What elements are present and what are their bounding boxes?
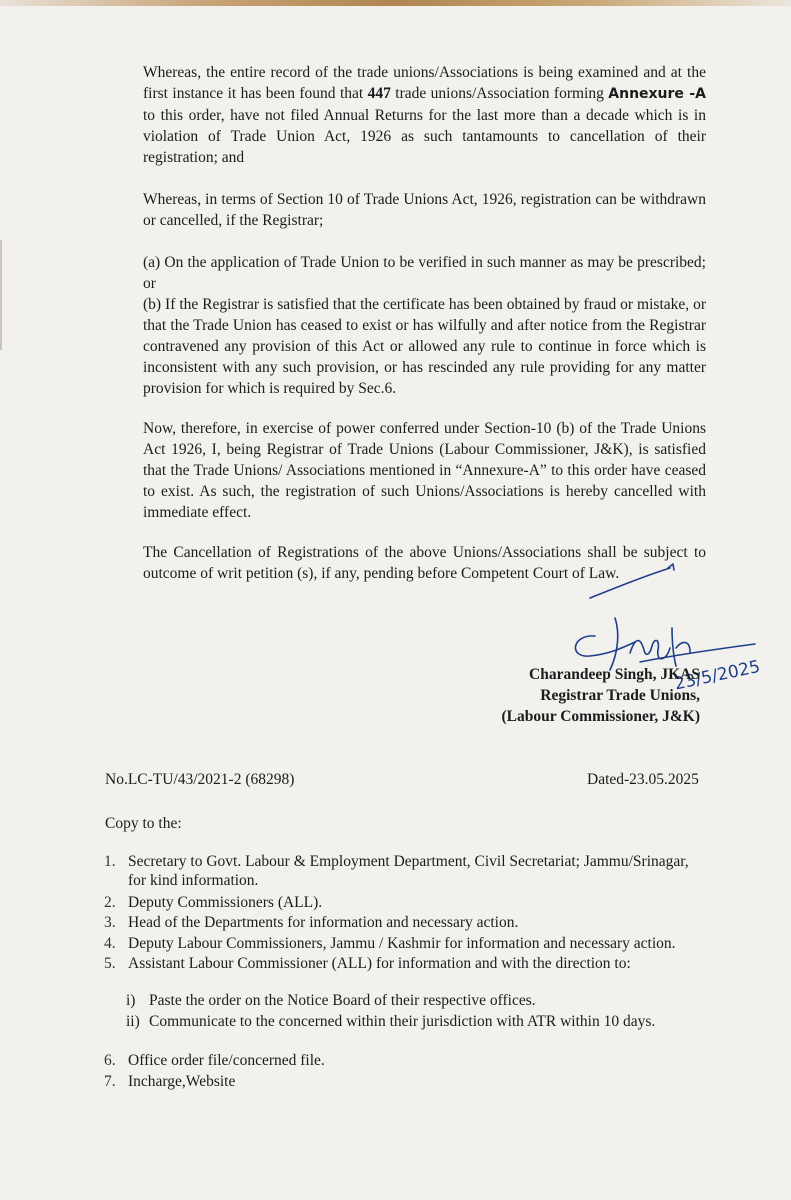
paragraph-section-10: Whereas, in terms of Section 10 of Trade Unions Act, 1926, registration can be withdrawn or cancelled, if the Registrar;	[143, 191, 706, 229]
list-number: 5.	[104, 955, 116, 972]
sub-list-item	[126, 991, 696, 1010]
union-count: 447	[367, 85, 391, 102]
list-text: Incharge,Website	[128, 1073, 236, 1090]
list-text: Assistant Labour Commissioner (ALL) for information and with the direction to:	[128, 955, 631, 972]
copy-to-heading: Copy to the:	[105, 815, 182, 832]
list-item	[104, 934, 704, 953]
annexure-reference: Annexure -A	[608, 86, 706, 102]
sub-list-number: ii)	[126, 1013, 140, 1030]
sub-list-text: Communicate to the concerned within their jurisdiction with ATR within 10 days.	[149, 1013, 656, 1030]
paragraph-order: Now, therefore, in exercise of power conferred under Section-10 (b) of the Trade Unions Act 1926, I, being Registrar of Trade Unions (Labour Commissioner, J&K), is satisfied that the Trade Unions/ Associations mentioned in “Annexure-A” to this order have ceased to exist. As such, the registration of such Unions/Associations is hereby cancelled with immediate effect.	[143, 420, 706, 521]
list-number: 6.	[104, 1052, 116, 1069]
signatory-office: (Labour Commissioner, J&K)	[501, 708, 700, 725]
sub-list-text: Paste the order on the Notice Board of their respective offices.	[149, 992, 536, 1009]
paragraph-text: trade unions/Association forming	[390, 85, 609, 102]
list-number: 2.	[104, 894, 116, 911]
list-number: 1.	[104, 853, 116, 870]
paragraph-conditions	[143, 252, 706, 399]
sub-list-item	[126, 1012, 696, 1031]
sub-list-number: i)	[126, 992, 136, 1009]
list-item	[104, 1072, 704, 1091]
paragraph-text: Whereas, the entire record of the trade unions/Associations is being examined and at the first instance it has been found that	[143, 64, 706, 102]
signatory-name: Charandeep Singh, JKAS	[529, 666, 700, 683]
list-item	[104, 893, 704, 912]
condition-a: (a) On the application of Trade Union to be verified in such manner as may be prescribed; or	[143, 254, 706, 292]
list-text: Deputy Commissioners (ALL).	[128, 894, 323, 911]
list-text: Deputy Labour Commissioners, Jammu / Kashmir for information and necessary action.	[128, 935, 676, 952]
list-text: Office order file/concerned file.	[128, 1052, 325, 1069]
reference-number: No.LC-TU/43/2021-2 (68298)	[105, 771, 295, 788]
list-text: Secretary to Govt. Labour & Employment Department, Civil Secretariat; Jammu/Srinagar, for kind information.	[128, 853, 689, 889]
signatory-block	[470, 664, 700, 727]
list-number: 3.	[104, 914, 116, 931]
list-text: Head of the Departments for information and necessary action.	[128, 914, 519, 931]
signature-date: 23/5/2025	[672, 656, 763, 695]
list-number: 4.	[104, 935, 116, 952]
list-item	[104, 954, 704, 973]
list-item	[104, 1051, 704, 1070]
reference-date: Dated-23.05.2025	[587, 771, 699, 788]
list-number: 7.	[104, 1073, 116, 1090]
signatory-designation: Registrar Trade Unions,	[540, 687, 700, 704]
condition-b: (b) If the Registrar is satisfied that the certificate has been obtained by fraud or mistake, or that the Trade Union has ceased to exist or has wilfully and after notice from the Registrar contravened any provision of this Act or allowed any rule to continue in force which is inconsistent with any such provision, or has rescinded any rule providing for any matter provision for which is required by Sec.6.	[143, 296, 706, 397]
paragraph-text: to this order, have not filed Annual Returns for the last more than a decade which is in violation of Trade Union Act, 1926 as such tantamounts to cancellation of their registration; and	[143, 107, 706, 166]
list-item	[104, 913, 704, 932]
paragraph-writ-petition: The Cancellation of Registrations of the above Unions/Associations shall be subject to outcome of writ petition (s), if any, pending before Competent Court of Law.	[143, 544, 706, 582]
list-item	[104, 852, 704, 890]
paragraph-record-examined	[143, 62, 706, 168]
